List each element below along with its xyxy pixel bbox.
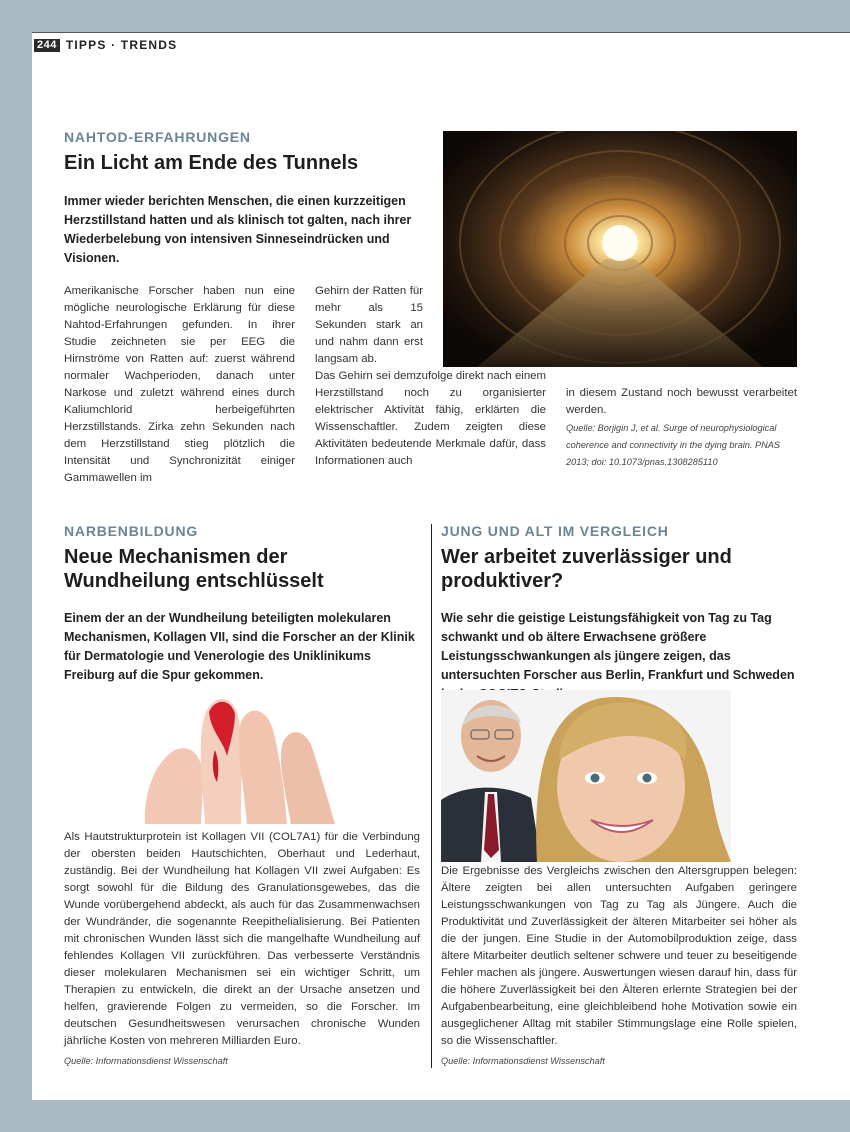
section-title: TIPPS · TRENDS [65, 38, 178, 52]
wounded-finger-photo [135, 690, 365, 824]
article1-source: Quelle: Borjigin J, et al. Surge of neurophysiological coherence and connectivity in the dying brain. PNAS 2013; doi: 10.1073/pnas.1308285110 [566, 423, 780, 467]
article2-headline: Neue Mechanismen der Wundheilung entschlüsselt [64, 546, 324, 592]
article3-lead: Wie sehr die geistige Leistungsfähigkeit von Tag zu Tag schwankt und ob ältere Erwachsene größere Leistungsschwankungen als jüngere zeigen, das untersuchten Forscher aus Berlin, Frankfurt und Schweden [441, 611, 795, 682]
article3-source: Quelle: Informationsdienst Wissenschaft [441, 1056, 605, 1066]
article3-body: Die Ergebnisse des Vergleichs zwischen den Altersgruppen belegen: Ältere zeigten bei allen untersuchten Aufgaben geringere Leistungsschwankungen von Tag zu Tag als Jüngere. Auch die Produktivität und Zuverlässigkeit der älteren Mitarbeiter sei höher als die der jungen. Eine Studie in der Automobilproduktion zeige, dass ältere Mitarbeiter deutlich seltener schwere und teuer zu beseitigende Fehler machen als jüngere. Auswertungen wiesen darauf hin, dass für die höhere Zuverlässigkeit bei den Älteren erlernte Strategien bei der Aufgabenbearbeitung, eine gleichbleibend hohe Motivation sowie ein ausgeglichener Alltag mit stabiler Stimmungslage eine Rolle spielen, so die Wissenschaftler. [441, 865, 797, 1047]
article3-kicker: JUNG UND ALT IM VERGLEICH [441, 523, 669, 539]
young-and-old-photo [441, 690, 731, 862]
article2-lead: Einem der an der Wundheilung beteiligten molekularen Mechanismen, Kollagen VII, sind die Forscher an der Klinik für Dermatologie und Venerologie des Uniklinikums Freiburg auf die Spur gekommen. [64, 611, 415, 682]
article1-column-1: Amerikanische Forscher haben nun eine mögliche neurologische Erklärung für diese Nahtod-Erfahrungen gefunden. In ihrer Studie zeichneten sie per EEG die Hirnströme von Ratten auf: zuerst während normaler Wachperioden, danach unter Narkose und zuletzt während eines durch Kaliumchlorid herbeigeführten Herzstillstands. Zirka zehn Sekunden nach dem Herzstillstand stieg plötzlich die Intensität und Synchronizität einiger Gammawellen im [64, 285, 295, 484]
page-number: 244 [34, 39, 60, 52]
article1-headline: Ein Licht am Ende des Tunnels [64, 152, 359, 174]
page-header [34, 38, 177, 52]
article2-source: Quelle: Informationsdienst Wissenschaft [64, 1056, 228, 1066]
tunnel-photo [443, 131, 797, 367]
article3-headline: Wer arbeitet zuverlässiger und produktiver? [441, 546, 732, 592]
article2-body: Als Hautstrukturprotein ist Kollagen VII (COL7A1) für die Verbindung der obersten beiden Hautschichten, Oberhaut und Lederhaut, zuständig. Bei der Wundheilung hat Kollagen VII zwei Aufgaben: Es sorgt sowohl für die Bildung des Granulationsgewebes, das die Wunde vorübergehend abdeckt, als auch für das Zusammenwachsen der Wundränder, die sogenannte Reepithelialisierung. Bei Patienten mit chronischen Wunden lässt sich die mangelhafte Wundheilung auf fehlendes Kollagen VII zurückführen. Das verbesserte Verständnis dieser molekularen Mechanismen sei ein wichtiger Schritt, um Therapien zu entwickeln, die direkt an der Ursache ansetzen und helfen, gravierende Folgen zu vermeiden, so die Forscher. Im deutschen Gesundheitswesen verursachen chronische Wunden jährliche Kosten von mehreren Milliarden Euro. [64, 831, 420, 1047]
top-rule [32, 32, 850, 33]
article1-column-3: in diesem Zustand noch bewusst verarbeitet werden. [566, 387, 797, 416]
article1-column-2-top: Gehirn der Ratten für mehr als 15 Sekunden stark an und nahm dann erst langsam ab. [315, 285, 423, 365]
article2-kicker: NARBENBILDUNG [64, 523, 199, 539]
column-divider [431, 524, 432, 1068]
article1-column-2: Das Gehirn sei demzufolge direkt nach einem Herzstillstand noch zu organisierter elektrischer Aktivität fähig, erklärten die Wissenschaftler. Zudem zeigten diese Aktivitäten bedeutende Merkmale dafür, dass Informationen auch [315, 370, 546, 467]
article1-kicker: NAHTOD-ERFAHRUNGEN [64, 129, 251, 145]
article1-lead: Immer wieder berichten Menschen, die einen kurzzeitigen Herzstillstand hatten und als klinisch tot galten, nach ihrer Wiederbelebung von intensiven Sinneseindrücken und Visionen. [64, 194, 412, 265]
